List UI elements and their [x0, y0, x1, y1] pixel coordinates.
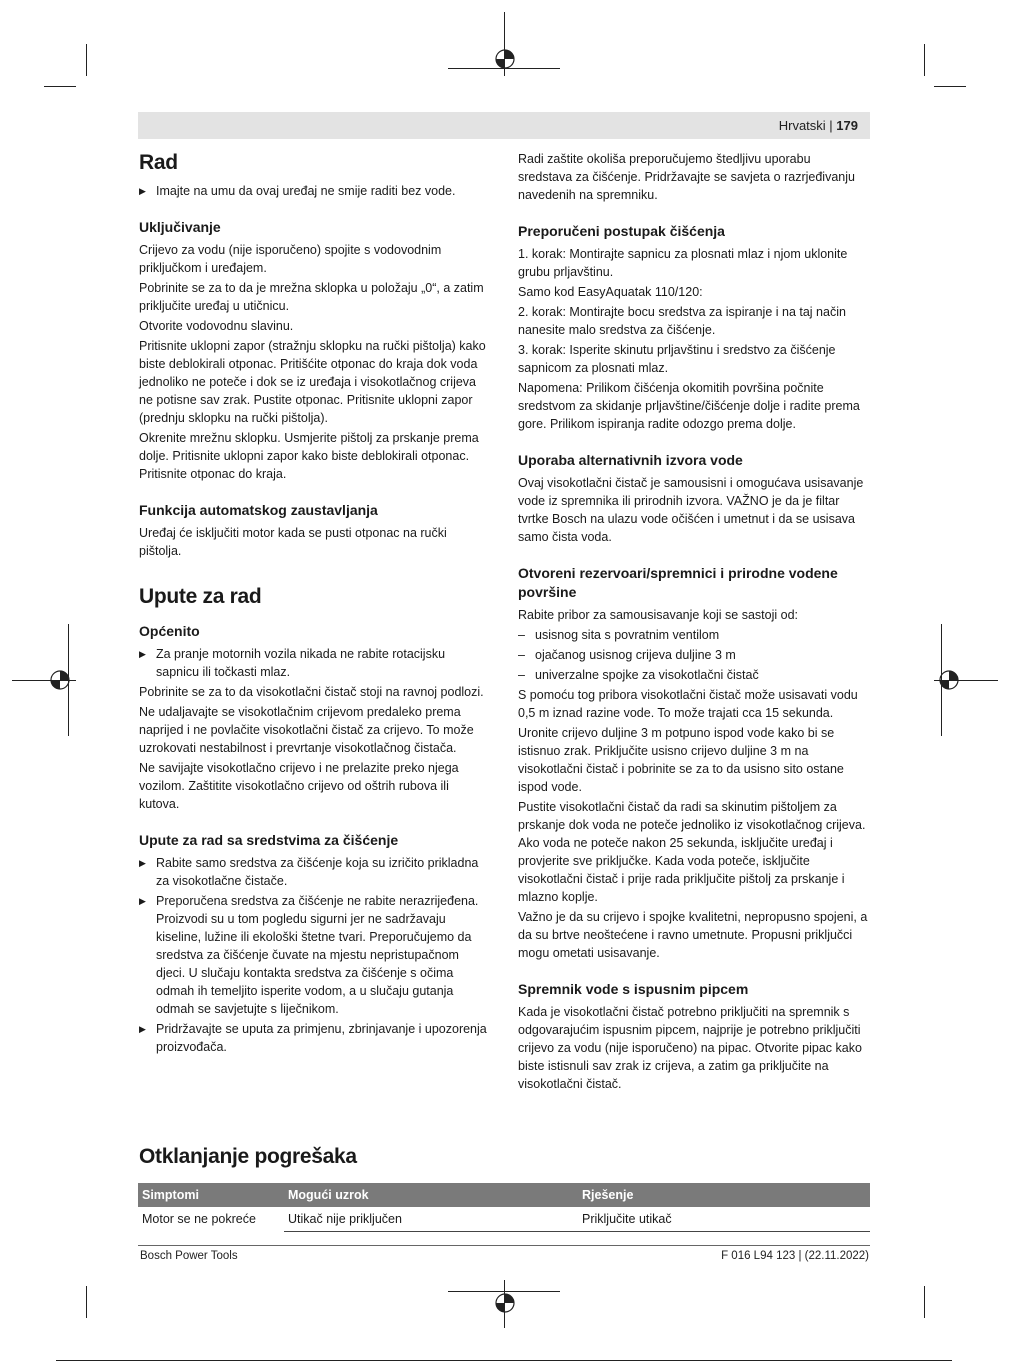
- registration-mark-icon: [938, 669, 960, 691]
- paragraph: Pobrinite se za to da visokotlačni čistač stoji na ravnoj podlozi.: [139, 685, 484, 699]
- paragraph: Pustite visokotlačni čistač da radi sa skinutim pištoljem za prskanje dok voda ne poteče jednoliko iz visokotlačnog crijeva. Ako voda ne poteče nakon 25 sekunda, isključite uređaj i provjerite sve priključke. Kada voda poteče, isključite visokotlačni čistač i prije rada priključite pištolj za prskanje i mlazno koplje.: [518, 800, 866, 904]
- paragraph: Ne udaljavajte se visokotlačnim crijevom predaleko prema naprijed i ne povlačite visokotlačni čistač za crijevo. To može uzrokovati nestabilnost i prevrtanje visokotlačnog čistača.: [139, 705, 474, 755]
- sredstva-bullet: ▶ Rabite samo sredstva za čišćenje koja su izričito prikladna za visokotlačne čistače.: [139, 854, 489, 890]
- column-header: Rješenje: [578, 1183, 870, 1207]
- paragraph: Napomena: Prilikom čišćenja okomitih površina počnite sredstvom za skidanje prljavštine/čišćenje dolje i radite prema gore. Prilikom ispiranja radite odozgo prema dolje.: [518, 381, 860, 431]
- table-cell: Priključite utikač: [578, 1207, 870, 1232]
- paragraph: Pritisnite uklopni zapor (stražnju sklopku na ručki pištolja) kako biste deblokirali otponac. Pritišćite otponac do kraja dok voda jednoliko ne poteče i dok se iz uređaja i visokotlačnog crijeva ne potisne sav zrak. Pustite otponac. Pritisnite uklopni zapor (prednju sklopku na ručki pištolja).: [139, 339, 486, 425]
- section-title-upute: Upute za rad: [139, 585, 262, 608]
- column-header: Simptomi: [138, 1183, 284, 1207]
- section-title-otklanjanje: Otklanjanje pogrešaka: [139, 1145, 357, 1168]
- paragraph: Uronite crijevo duljine 3 m potpuno ispod vode kako bi se istisnuo zrak. Priključite usisno crijevo duljine 3 m na visokotlačni čistač i pobrinite se za to da usisno sito ostane ispod vode.: [518, 726, 844, 794]
- paragraph: Kada je visokotlačni čistač potrebno priključiti na spremnik s odgovarajućim ispusnim pipcem, najprije je potrebno priključiti crijevo za vodu (nije isporučeno) na pipac. Otvorite pipac kako biste istisnuli sav zrak iz crijeva, a zatim ga priključite na visokotlačni čistač.: [518, 1005, 862, 1091]
- paragraph: Uređaj će isključiti motor kada se pusti otponac na ručki pištolja.: [139, 526, 447, 558]
- crop-mark: [924, 1286, 925, 1318]
- registration-mark-icon: [494, 1292, 516, 1314]
- registration-mark-icon: [49, 669, 71, 691]
- paragraph: Pobrinite se za to da je mrežna sklopka u položaju „0“, a zatim priključite uređaj u utičnicu.: [139, 281, 484, 313]
- crop-mark: [86, 1286, 87, 1318]
- list-item: – ojačanog usisnog crijeva duljine 3 m: [518, 646, 868, 664]
- paragraph: Ovaj visokotlačni čistač je samousisni i omogućava usisavanje vode iz spremnika ili prirodnih izvora. VAŽNO je da je filtar tvrtke Bosch na ulazu vode očišćen i umetnut i da se usisava samo čista voda.: [518, 476, 864, 544]
- header-text: Hrvatski | 179: [778, 118, 858, 133]
- paragraph: Radi zaštite okoliša preporučujemo štedljivu uporabu sredstava za čišćenje. Pridržavajte se savjeta o razrjeđivanju navedenih na spremniku.: [518, 152, 855, 202]
- page-header: [138, 112, 870, 139]
- column-header: Mogući uzrok: [284, 1183, 578, 1207]
- list-item: – usisnog sita s povratnim ventilom: [518, 626, 868, 644]
- crop-mark: [924, 44, 925, 76]
- table-cell: Utikač nije priključen: [284, 1207, 578, 1232]
- paragraph: 3. korak: Isperite skinutu prljavštinu i sredstvo za čišćenje sapnicom za plosnati mlaz.: [518, 343, 836, 375]
- sredstva-bullet: ▶ Preporučena sredstva za čišćenje ne rabite nerazrijeđena. Proizvodi su u tom pogledu sigurni jer ne sadržavaju kiseline, lužine ili ekološki štetne tvari. Preporučujemo da sredstva za čišćenje čuvate na mjestu nepristupačnom djeci. U slučaju kontakta sredstva za čišćenje s očima odmah ih temeljito isperite vodom, a u slučaju gutanja odmah se savjetujte s liječnikom.: [139, 892, 489, 1018]
- heading-postupak: Preporučeni postupak čišćenja: [518, 223, 725, 239]
- heading-otvoreni: Otvoreni rezervoari/spremnici i prirodne vodene površine: [518, 565, 838, 600]
- opcenito-bullet: ▶ Za pranje motornih vozila nikada ne rabite rotacijsku sapnicu ili točkasti mlaz.: [139, 645, 489, 681]
- paragraph: 2. korak: Montirajte bocu sredstva za ispiranje i na taj način nanesite malo sredstva za čišćenje.: [518, 305, 846, 337]
- heading-opcenito: Općenito: [139, 623, 200, 639]
- left-column: [139, 150, 489, 1058]
- footer-rule: [138, 1245, 870, 1246]
- crop-mark: [44, 86, 76, 87]
- paragraph: Važno je da su crijevo i spojke kvalitetni, nepropusno spojeni, a da su brtve neoštećene i ravno umetnute. Propusni priključci mogu ometati usisavanje.: [518, 910, 868, 960]
- list-item: – univerzalne spojke za visokotlačni čistač: [518, 666, 868, 684]
- troubleshooting-table: [138, 1183, 870, 1232]
- registration-mark-icon: [494, 48, 516, 70]
- paragraph: Ne savijajte visokotlačno crijevo i ne prelazite preko njega vozilom. Zaštitite visokotlačno crijevo od oštrih rubova ili kutova.: [139, 761, 459, 811]
- sredstva-bullet: ▶ Pridržavajte se uputa za primjenu, zbrinjavanje i upozorenja proizvođača.: [139, 1020, 489, 1056]
- paragraph: Otvorite vodovodnu slavinu.: [139, 319, 294, 333]
- footer-right: F 016 L94 123 | (22.11.2022): [721, 1250, 869, 1262]
- table-cell: Motor se ne pokreće: [142, 1212, 256, 1227]
- rad-bullet: ▶ Imajte na umu da ovaj uređaj ne smije raditi bez vode.: [139, 182, 489, 200]
- crop-mark: [934, 86, 966, 87]
- footer-left: Bosch Power Tools: [140, 1250, 238, 1262]
- table-row: [138, 1207, 870, 1232]
- paragraph: Samo kod EasyAquatak 110/120:: [518, 285, 703, 299]
- crop-mark: [86, 44, 87, 76]
- heading-ukljucivanje: Uključivanje: [139, 219, 221, 235]
- page-number: 179: [836, 118, 858, 133]
- heading-alternativni: Uporaba alternativnih izvora vode: [518, 452, 743, 468]
- section-title-rad: Rad: [139, 151, 178, 174]
- heading-sredstva: Upute za rad sa sredstvima za čišćenje: [139, 832, 399, 848]
- paragraph: Crijevo za vodu (nije isporučeno) spojite s vodovodnim priključkom i uređajem.: [139, 243, 442, 275]
- right-column: [518, 150, 868, 1095]
- paragraph: Okrenite mrežnu sklopku. Usmjerite pištolj za prskanje prema dolje. Pritisnite uklopni zapor kako biste deblokirali otponac. Pritisnite otponac do kraja.: [139, 431, 479, 481]
- header-language: Hrvatski: [778, 118, 826, 133]
- paragraph: Rabite pribor za samousisavanje koji se sastoji od:: [518, 608, 798, 622]
- paragraph: S pomoću tog pribora visokotlačni čistač može usisavati vodu 0,5 m iznad razine vode. To može trajati cca 15 sekunda.: [518, 688, 858, 720]
- heading-spremnik: Spremnik vode s ispusnim pipcem: [518, 981, 749, 997]
- paragraph: 1. korak: Montirajte sapnicu za plosnati mlaz i njom uklonite grubu prljavštinu.: [518, 247, 848, 279]
- heading-funkcija: Funkcija automatskog zaustavljanja: [139, 502, 378, 518]
- table-header-row: [138, 1183, 870, 1207]
